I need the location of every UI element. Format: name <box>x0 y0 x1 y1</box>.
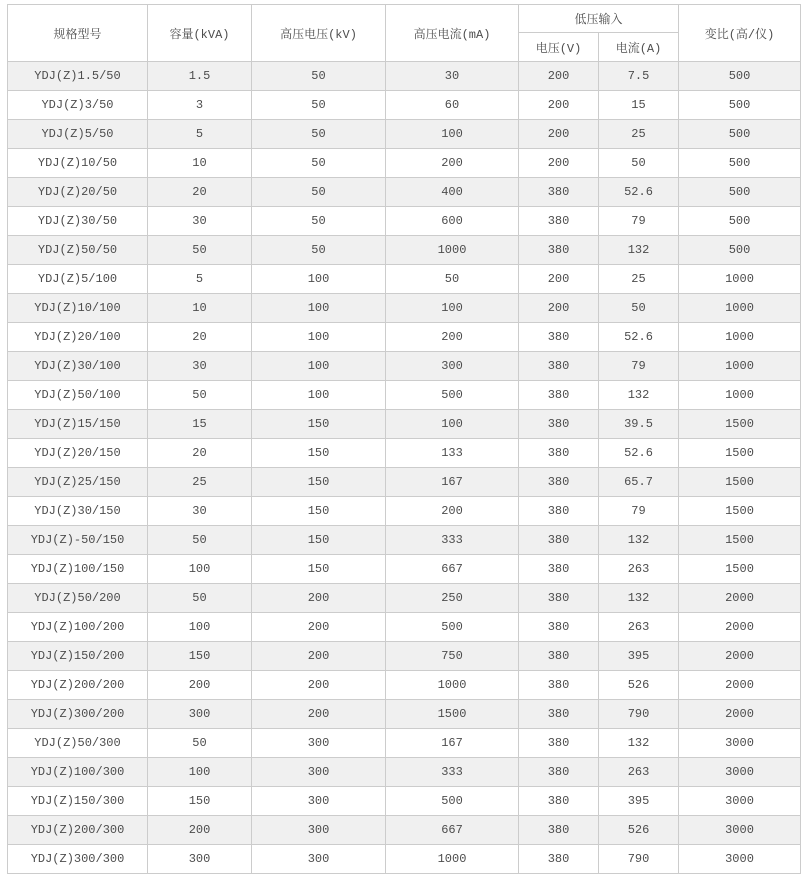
cell-hv-voltage: 300 <box>252 787 386 816</box>
cell-hv-voltage: 300 <box>252 845 386 874</box>
cell-model: YDJ(Z)300/200 <box>8 700 148 729</box>
cell-capacity: 300 <box>148 845 252 874</box>
cell-capacity: 30 <box>148 352 252 381</box>
cell-lv-voltage: 380 <box>519 410 599 439</box>
cell-hv-current: 50 <box>386 265 519 294</box>
cell-hv-current: 60 <box>386 91 519 120</box>
cell-lv-voltage: 380 <box>519 758 599 787</box>
table-row <box>8 294 801 323</box>
cell-hv-voltage: 100 <box>252 323 386 352</box>
cell-hv-voltage: 50 <box>252 236 386 265</box>
cell-lv-voltage: 380 <box>519 671 599 700</box>
table-row <box>8 671 801 700</box>
cell-hv-current: 750 <box>386 642 519 671</box>
cell-hv-voltage: 100 <box>252 265 386 294</box>
cell-model: YDJ(Z)300/300 <box>8 845 148 874</box>
cell-lv-current: 52.6 <box>599 178 679 207</box>
cell-ratio: 3000 <box>679 845 801 874</box>
cell-hv-current: 250 <box>386 584 519 613</box>
cell-lv-current: 132 <box>599 236 679 265</box>
cell-lv-voltage: 380 <box>519 555 599 584</box>
cell-lv-current: 132 <box>599 584 679 613</box>
cell-hv-voltage: 300 <box>252 758 386 787</box>
cell-hv-current: 167 <box>386 729 519 758</box>
cell-hv-current: 500 <box>386 787 519 816</box>
cell-lv-current: 50 <box>599 294 679 323</box>
cell-hv-current: 1000 <box>386 236 519 265</box>
table-row <box>8 729 801 758</box>
cell-capacity: 30 <box>148 207 252 236</box>
table-row <box>8 178 801 207</box>
table-row <box>8 497 801 526</box>
cell-hv-current: 400 <box>386 178 519 207</box>
cell-capacity: 100 <box>148 758 252 787</box>
cell-ratio: 500 <box>679 120 801 149</box>
table-row <box>8 120 801 149</box>
cell-capacity: 50 <box>148 236 252 265</box>
cell-hv-current: 1000 <box>386 845 519 874</box>
cell-lv-current: 790 <box>599 845 679 874</box>
cell-capacity: 100 <box>148 613 252 642</box>
cell-lv-voltage: 380 <box>519 468 599 497</box>
cell-hv-voltage: 100 <box>252 294 386 323</box>
cell-ratio: 500 <box>679 91 801 120</box>
col-header-lv-voltage: 电压(V) <box>519 33 599 62</box>
cell-hv-voltage: 50 <box>252 178 386 207</box>
table-row <box>8 352 801 381</box>
cell-hv-voltage: 150 <box>252 555 386 584</box>
table-row <box>8 526 801 555</box>
cell-capacity: 25 <box>148 468 252 497</box>
cell-model: YDJ(Z)20/50 <box>8 178 148 207</box>
cell-model: YDJ(Z)5/50 <box>8 120 148 149</box>
cell-ratio: 1000 <box>679 265 801 294</box>
cell-hv-current: 100 <box>386 410 519 439</box>
cell-model: YDJ(Z)10/100 <box>8 294 148 323</box>
cell-lv-voltage: 380 <box>519 526 599 555</box>
cell-lv-current: 263 <box>599 758 679 787</box>
cell-lv-voltage: 200 <box>519 120 599 149</box>
cell-ratio: 1000 <box>679 294 801 323</box>
table-row <box>8 816 801 845</box>
cell-capacity: 200 <box>148 671 252 700</box>
cell-ratio: 500 <box>679 236 801 265</box>
cell-capacity: 20 <box>148 178 252 207</box>
cell-hv-current: 667 <box>386 816 519 845</box>
cell-lv-voltage: 380 <box>519 729 599 758</box>
cell-lv-current: 263 <box>599 555 679 584</box>
table-row <box>8 91 801 120</box>
col-header-model: 规格型号 <box>8 5 148 62</box>
cell-hv-voltage: 150 <box>252 410 386 439</box>
cell-hv-current: 1500 <box>386 700 519 729</box>
cell-hv-voltage: 200 <box>252 700 386 729</box>
cell-hv-voltage: 150 <box>252 439 386 468</box>
cell-hv-voltage: 300 <box>252 729 386 758</box>
table-row <box>8 439 801 468</box>
cell-lv-voltage: 200 <box>519 91 599 120</box>
cell-hv-voltage: 50 <box>252 149 386 178</box>
cell-ratio: 500 <box>679 178 801 207</box>
cell-lv-current: 15 <box>599 91 679 120</box>
cell-lv-voltage: 380 <box>519 642 599 671</box>
cell-lv-current: 790 <box>599 700 679 729</box>
cell-lv-voltage: 380 <box>519 323 599 352</box>
cell-lv-current: 65.7 <box>599 468 679 497</box>
cell-model: YDJ(Z)50/100 <box>8 381 148 410</box>
cell-model: YDJ(Z)1.5/50 <box>8 62 148 91</box>
cell-hv-current: 600 <box>386 207 519 236</box>
cell-hv-current: 200 <box>386 323 519 352</box>
cell-hv-voltage: 100 <box>252 381 386 410</box>
cell-lv-voltage: 380 <box>519 816 599 845</box>
cell-hv-current: 333 <box>386 526 519 555</box>
cell-hv-voltage: 100 <box>252 352 386 381</box>
cell-model: YDJ(Z)50/200 <box>8 584 148 613</box>
cell-hv-current: 167 <box>386 468 519 497</box>
col-header-hv-voltage: 高压电压(kV) <box>252 5 386 62</box>
cell-model: YDJ(Z)200/200 <box>8 671 148 700</box>
cell-hv-current: 30 <box>386 62 519 91</box>
col-header-lv-current: 电流(A) <box>599 33 679 62</box>
cell-model: YDJ(Z)10/50 <box>8 149 148 178</box>
col-header-capacity: 容量(kVA) <box>148 5 252 62</box>
cell-capacity: 150 <box>148 787 252 816</box>
cell-model: YDJ(Z)30/50 <box>8 207 148 236</box>
cell-ratio: 1500 <box>679 497 801 526</box>
cell-capacity: 20 <box>148 439 252 468</box>
cell-hv-current: 667 <box>386 555 519 584</box>
cell-model: YDJ(Z)150/200 <box>8 642 148 671</box>
cell-hv-current: 333 <box>386 758 519 787</box>
cell-model: YDJ(Z)100/150 <box>8 555 148 584</box>
cell-ratio: 1500 <box>679 555 801 584</box>
cell-capacity: 150 <box>148 642 252 671</box>
cell-ratio: 500 <box>679 149 801 178</box>
cell-capacity: 10 <box>148 294 252 323</box>
cell-capacity: 15 <box>148 410 252 439</box>
cell-ratio: 3000 <box>679 787 801 816</box>
cell-capacity: 50 <box>148 729 252 758</box>
table-row <box>8 236 801 265</box>
cell-model: YDJ(Z)100/200 <box>8 613 148 642</box>
cell-lv-current: 52.6 <box>599 439 679 468</box>
cell-lv-current: 395 <box>599 642 679 671</box>
cell-lv-voltage: 200 <box>519 265 599 294</box>
cell-hv-voltage: 200 <box>252 584 386 613</box>
cell-hv-voltage: 150 <box>252 497 386 526</box>
table-row <box>8 62 801 91</box>
cell-ratio: 2000 <box>679 671 801 700</box>
cell-ratio: 1000 <box>679 381 801 410</box>
cell-ratio: 1000 <box>679 352 801 381</box>
cell-ratio: 3000 <box>679 816 801 845</box>
cell-model: YDJ(Z)-50/150 <box>8 526 148 555</box>
cell-capacity: 300 <box>148 700 252 729</box>
table-body <box>8 62 801 874</box>
cell-capacity: 30 <box>148 497 252 526</box>
cell-ratio: 3000 <box>679 758 801 787</box>
cell-lv-current: 263 <box>599 613 679 642</box>
cell-hv-voltage: 50 <box>252 62 386 91</box>
table-row <box>8 555 801 584</box>
cell-hv-current: 200 <box>386 149 519 178</box>
cell-lv-current: 7.5 <box>599 62 679 91</box>
cell-ratio: 1500 <box>679 526 801 555</box>
cell-hv-voltage: 150 <box>252 526 386 555</box>
cell-lv-current: 132 <box>599 381 679 410</box>
cell-hv-current: 1000 <box>386 671 519 700</box>
table-row <box>8 323 801 352</box>
cell-lv-voltage: 380 <box>519 700 599 729</box>
table-row <box>8 845 801 874</box>
cell-lv-voltage: 380 <box>519 584 599 613</box>
col-header-lv-group: 低压输入 <box>519 5 679 33</box>
cell-ratio: 3000 <box>679 729 801 758</box>
table-row <box>8 207 801 236</box>
cell-hv-current: 500 <box>386 381 519 410</box>
col-header-hv-current: 高压电流(mA) <box>386 5 519 62</box>
cell-ratio: 2000 <box>679 613 801 642</box>
cell-lv-voltage: 380 <box>519 613 599 642</box>
cell-ratio: 2000 <box>679 584 801 613</box>
cell-lv-voltage: 380 <box>519 352 599 381</box>
cell-ratio: 500 <box>679 62 801 91</box>
cell-model: YDJ(Z)15/150 <box>8 410 148 439</box>
table-row <box>8 410 801 439</box>
cell-ratio: 2000 <box>679 700 801 729</box>
cell-lv-voltage: 380 <box>519 845 599 874</box>
cell-model: YDJ(Z)20/100 <box>8 323 148 352</box>
cell-lv-voltage: 380 <box>519 787 599 816</box>
cell-hv-voltage: 150 <box>252 468 386 497</box>
cell-lv-current: 39.5 <box>599 410 679 439</box>
col-header-ratio: 变比(高/仪) <box>679 5 801 62</box>
cell-ratio: 1000 <box>679 323 801 352</box>
cell-model: YDJ(Z)100/300 <box>8 758 148 787</box>
cell-hv-current: 100 <box>386 294 519 323</box>
cell-lv-current: 132 <box>599 729 679 758</box>
cell-model: YDJ(Z)200/300 <box>8 816 148 845</box>
cell-lv-current: 526 <box>599 671 679 700</box>
cell-model: YDJ(Z)30/100 <box>8 352 148 381</box>
cell-lv-current: 79 <box>599 497 679 526</box>
cell-lv-voltage: 380 <box>519 381 599 410</box>
cell-hv-current: 200 <box>386 497 519 526</box>
cell-lv-voltage: 380 <box>519 207 599 236</box>
table-row <box>8 265 801 294</box>
cell-lv-current: 79 <box>599 207 679 236</box>
cell-model: YDJ(Z)150/300 <box>8 787 148 816</box>
cell-lv-current: 25 <box>599 265 679 294</box>
cell-hv-voltage: 200 <box>252 613 386 642</box>
cell-lv-voltage: 200 <box>519 149 599 178</box>
header-row-1 <box>8 5 801 33</box>
cell-hv-current: 100 <box>386 120 519 149</box>
cell-hv-current: 300 <box>386 352 519 381</box>
cell-capacity: 3 <box>148 91 252 120</box>
cell-hv-voltage: 50 <box>252 120 386 149</box>
cell-lv-voltage: 380 <box>519 439 599 468</box>
cell-capacity: 10 <box>148 149 252 178</box>
cell-lv-current: 52.6 <box>599 323 679 352</box>
cell-model: YDJ(Z)3/50 <box>8 91 148 120</box>
table-row <box>8 758 801 787</box>
cell-model: YDJ(Z)30/150 <box>8 497 148 526</box>
cell-capacity: 5 <box>148 265 252 294</box>
cell-hv-voltage: 50 <box>252 91 386 120</box>
cell-lv-current: 79 <box>599 352 679 381</box>
table-row <box>8 381 801 410</box>
cell-lv-current: 25 <box>599 120 679 149</box>
cell-capacity: 200 <box>148 816 252 845</box>
cell-capacity: 50 <box>148 526 252 555</box>
cell-ratio: 500 <box>679 207 801 236</box>
cell-hv-voltage: 200 <box>252 642 386 671</box>
table-row <box>8 584 801 613</box>
cell-model: YDJ(Z)25/150 <box>8 468 148 497</box>
cell-capacity: 5 <box>148 120 252 149</box>
cell-model: YDJ(Z)5/100 <box>8 265 148 294</box>
cell-ratio: 2000 <box>679 642 801 671</box>
cell-capacity: 20 <box>148 323 252 352</box>
cell-lv-current: 395 <box>599 787 679 816</box>
cell-lv-voltage: 200 <box>519 62 599 91</box>
cell-capacity: 1.5 <box>148 62 252 91</box>
cell-capacity: 100 <box>148 555 252 584</box>
cell-hv-voltage: 300 <box>252 816 386 845</box>
cell-capacity: 50 <box>148 381 252 410</box>
table-row <box>8 149 801 178</box>
cell-model: YDJ(Z)20/150 <box>8 439 148 468</box>
table-row <box>8 787 801 816</box>
cell-lv-voltage: 380 <box>519 236 599 265</box>
cell-hv-current: 133 <box>386 439 519 468</box>
table-header <box>8 5 801 62</box>
cell-lv-current: 526 <box>599 816 679 845</box>
cell-hv-voltage: 50 <box>252 207 386 236</box>
spec-table <box>7 4 801 874</box>
table-row <box>8 642 801 671</box>
cell-lv-voltage: 380 <box>519 497 599 526</box>
cell-hv-current: 500 <box>386 613 519 642</box>
cell-ratio: 1500 <box>679 468 801 497</box>
cell-lv-voltage: 380 <box>519 178 599 207</box>
cell-ratio: 1500 <box>679 410 801 439</box>
cell-model: YDJ(Z)50/300 <box>8 729 148 758</box>
cell-lv-current: 50 <box>599 149 679 178</box>
table-row <box>8 700 801 729</box>
cell-hv-voltage: 200 <box>252 671 386 700</box>
cell-capacity: 50 <box>148 584 252 613</box>
cell-ratio: 1500 <box>679 439 801 468</box>
table-row <box>8 468 801 497</box>
cell-lv-voltage: 200 <box>519 294 599 323</box>
cell-model: YDJ(Z)50/50 <box>8 236 148 265</box>
table-row <box>8 613 801 642</box>
cell-lv-current: 132 <box>599 526 679 555</box>
